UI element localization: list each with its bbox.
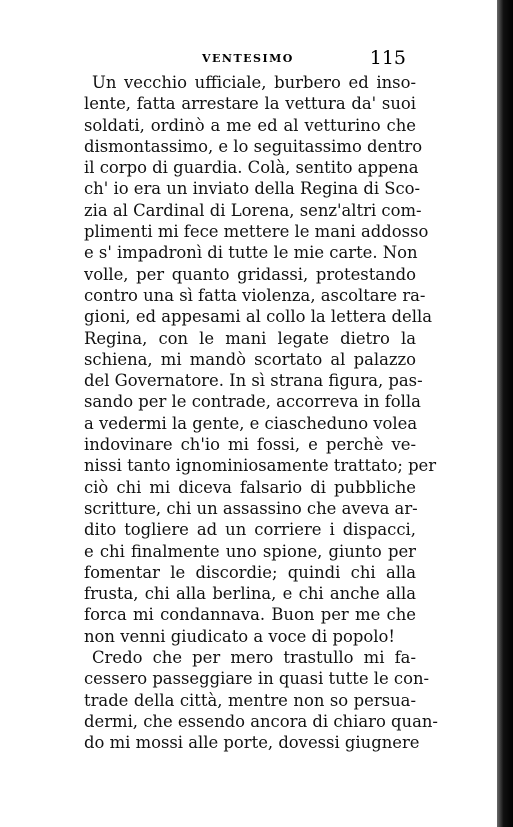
text-line: Credo che per mero trastullo mi fa- <box>92 648 416 668</box>
text-line: soldati, ordinò a me ed al vetturino che <box>84 115 416 135</box>
text-line: a vedermi la gente, e ciascheduno volea <box>84 413 418 433</box>
text-line: Regina, con le mani legate dietro la <box>84 328 416 348</box>
text-line: volle, per quanto gridassi, protestando <box>84 264 416 284</box>
text-line: il corpo di guardia. Colà, sentito appena <box>84 158 419 178</box>
text-line: dito togliere ad un corriere i dispacci, <box>84 520 416 540</box>
text-line: indovinare ch'io mi fossi, e perchè ve- <box>84 435 416 455</box>
text-line: trade della città, mentre non so persua- <box>84 690 416 710</box>
text-line: ch' io era un inviato della Regina di Sco- <box>84 179 421 199</box>
text-line: non venni giudicato a voce di popolo! <box>84 626 395 646</box>
text-line: frusta, chi alla berlina, e chi anche alla <box>84 584 416 604</box>
text-line: Un vecchio ufficiale, burbero ed inso- <box>92 73 416 92</box>
text-line: lente, fatta arrestare la vettura da' suoi <box>84 94 416 114</box>
page-number: 115 <box>369 47 406 69</box>
text-line: dismontassimo, e lo seguitassimo dentro <box>84 136 423 156</box>
text-line: zia al Cardinal di Lorena, senz'altri com- <box>84 200 422 220</box>
body-text <box>84 72 438 754</box>
running-title: VENTESIMO <box>202 52 294 65</box>
text-line: contro una sì fatta violenza, ascoltare ra- <box>84 285 426 305</box>
page-edge-shadow <box>497 0 513 827</box>
text-line: scritture, chi un assassino che aveva ar- <box>84 498 418 518</box>
text-line: cessero passeggiare in quasi tutte le con- <box>84 669 430 689</box>
text-line: nissi tanto ignominiosamente trattato; per <box>84 456 437 476</box>
text-line: e s' impadronì di tutte le mie carte. Non <box>84 243 418 263</box>
text-line: e chi finalmente uno spione, giunto per <box>84 541 416 561</box>
text-line: do mi mossi alle porte, dovessi giugnere <box>84 733 420 753</box>
text-line: ciò chi mi diceva falsario di pubbliche <box>84 477 416 497</box>
text-line: del Governatore. In sì strana figura, pas- <box>84 371 423 391</box>
text-line: forca mi condannava. Buon per me che <box>84 605 416 625</box>
text-line: plimenti mi fece mettere le mani addosso <box>84 222 429 242</box>
page-header <box>84 47 406 70</box>
text-line: fomentar le discordie; quindi chi alla <box>84 562 416 582</box>
text-line: schiena, mi mandò scortato al palazzo <box>84 349 416 369</box>
text-line: sando per le contrade, accorreva in folla <box>84 392 421 412</box>
text-line: dermi, che essendo ancora di chiaro quan- <box>84 711 438 731</box>
text-line: gioni, ed appesami al collo la lettera della <box>84 307 432 327</box>
